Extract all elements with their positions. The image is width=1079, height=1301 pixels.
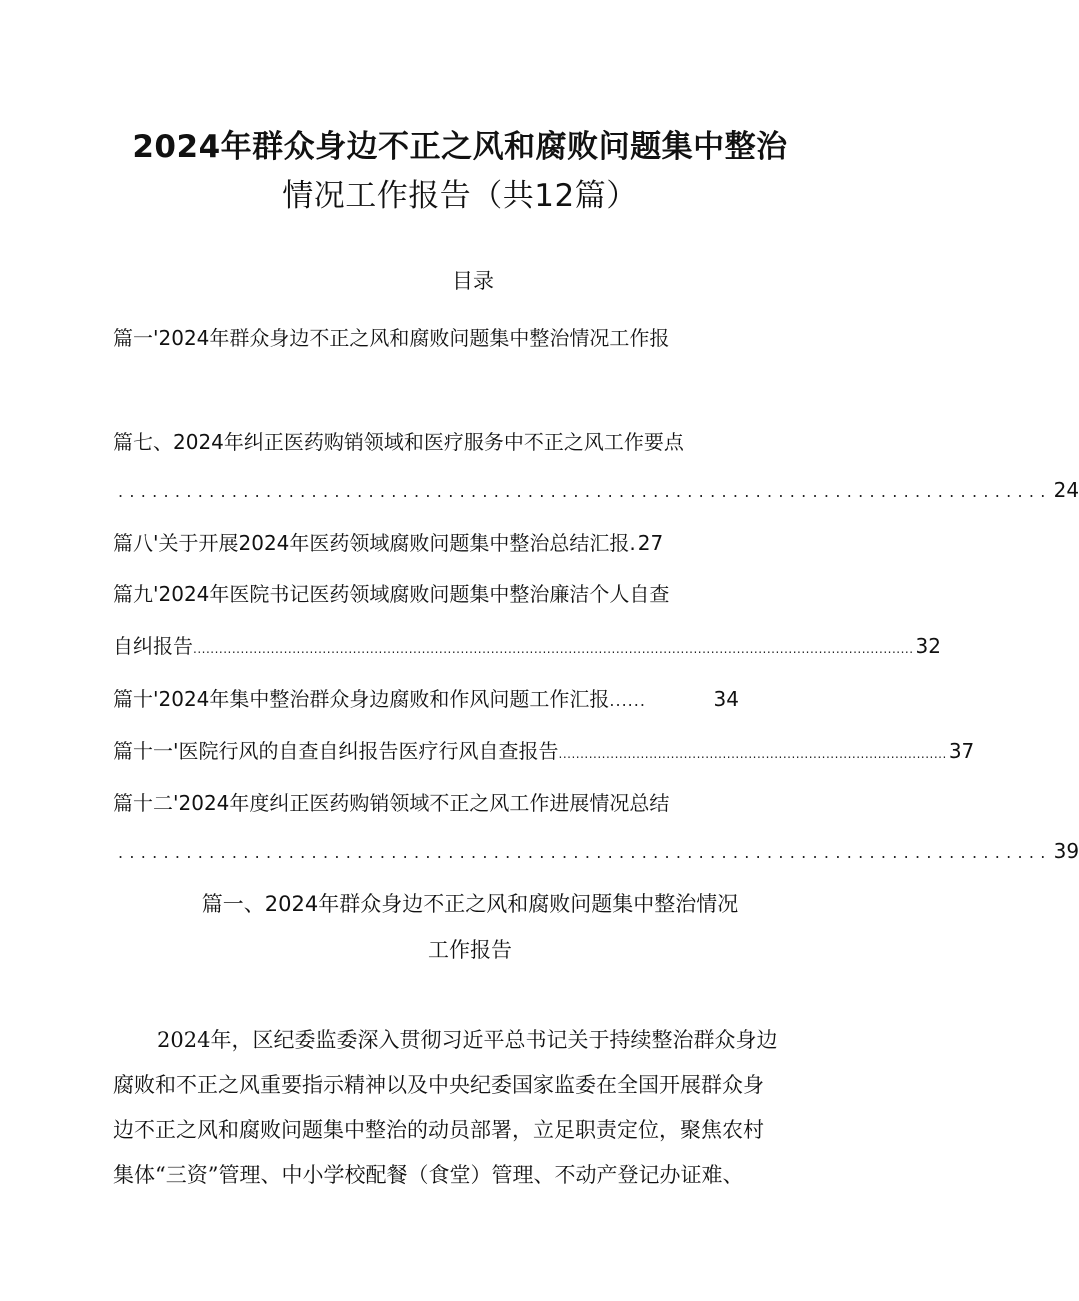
toc-entry-10[interactable] — [113, 683, 739, 717]
toc-entry-1[interactable]: 篇一'2024年群众身边不正之风和腐败问题集中整治情况工作报 — [113, 326, 670, 350]
paragraph-line: 腐败和不正之风重要指示精神以及中央纪委国家监委在全国开展群众身 — [113, 1073, 764, 1097]
toc-entry-8-page: 27 — [637, 531, 664, 555]
toc-entry-7[interactable]: 篇七、2024年纠正医药购销领域和医疗服务中不正之风工作要点 — [113, 430, 684, 454]
toc-entry-9-continuation — [113, 630, 941, 665]
document-title-line-2: 情况工作报告（共12篇） — [282, 178, 638, 214]
body-paragraph — [113, 1018, 833, 1198]
dot-leader: .................................................................................. — [118, 482, 1052, 501]
toc-entry-12-page: 39 — [1053, 839, 1079, 863]
dot-leader: ...... — [609, 691, 646, 710]
section-title-line-1: 篇一、2024年群众身边不正之风和腐败问题集中整治情况 — [201, 892, 739, 916]
toc-entry-9-cont-text: 自纠报告 — [113, 634, 193, 658]
toc-entry-9[interactable]: 篇九'2024年医院书记医药领域腐败问题集中整治廉洁个人自查 — [113, 582, 670, 606]
paragraph-line: 边不正之风和腐败问题集中整治的动员部署，立足职责定位，聚焦农村 — [113, 1118, 764, 1142]
toc-entry-11-page: 37 — [948, 739, 975, 763]
toc-entry-7-page: 24 — [1053, 478, 1079, 502]
dot-leader: ....................................................................................................................................................................... — [193, 642, 914, 656]
section-title-line-2: 工作报告 — [428, 938, 512, 962]
toc-entry-11[interactable] — [113, 735, 975, 770]
toc-entry-8-text: 篇八'关于开展2024年医药领域腐败问题集中整治总结汇报. — [113, 531, 636, 555]
paragraph-line: 集体“三资”管理、中小学校配餐（食堂）管理、不动产登记办证难、 — [113, 1163, 744, 1187]
toc-heading: 目录 — [452, 269, 494, 293]
paragraph-line: 2024年，区纪委监委深入贯彻习近平总书记关于持续整治群众身边 — [157, 1028, 778, 1052]
toc-entry-12-leader — [118, 835, 1079, 869]
toc-entry-12[interactable]: 篇十二'2024年度纠正医药购销领域不正之风工作进展情况总结 — [113, 791, 670, 815]
toc-entry-7-leader — [118, 474, 1079, 508]
document-title-line-1: 2024年群众身边不正之风和腐败问题集中整治 — [132, 129, 788, 165]
toc-entry-11-text: 篇十一'医院行风的自查自纠报告医疗行风自查报告 — [113, 739, 559, 763]
toc-entry-10-text: 篇十'2024年集中整治群众身边腐败和作风问题工作汇报 — [113, 687, 610, 711]
toc-entry-8[interactable] — [113, 527, 663, 559]
toc-entry-10-page: 34 — [713, 687, 739, 711]
dot-leader: .......................................................................................... — [558, 747, 947, 761]
toc-entry-9-page: 32 — [915, 634, 941, 658]
dot-leader: .................................................................................. — [118, 843, 1052, 862]
